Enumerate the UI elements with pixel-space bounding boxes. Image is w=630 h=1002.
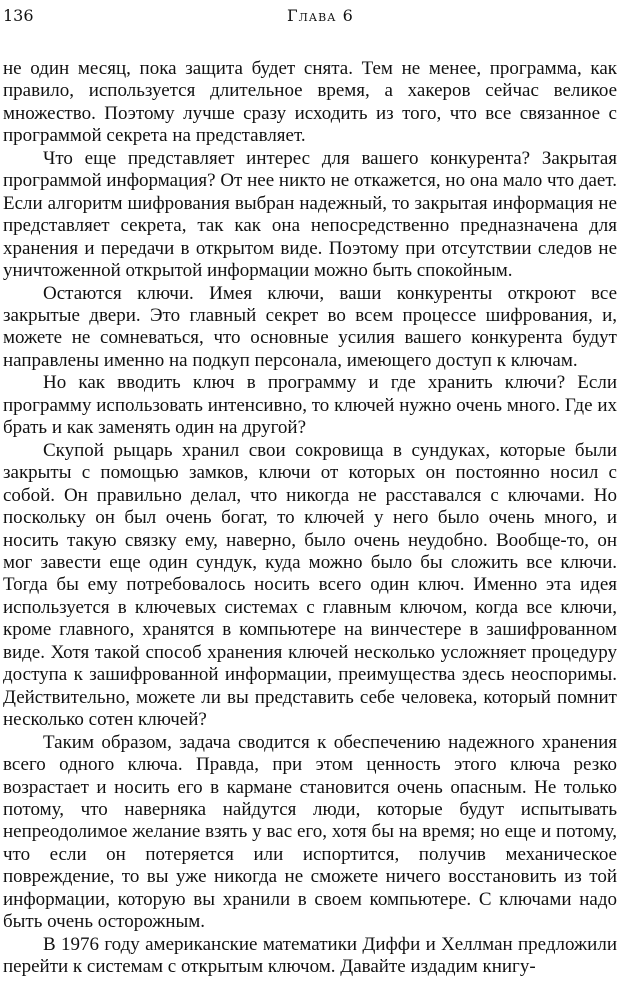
- paragraph: Остаются ключи. Имея ключи, ваши конкуренты откроют все закрытые двери. Это главный секрет во всем процессе шифрования, и, можете не сомневаться, что основные усилия вашего конкурента будут направлены именно на подкуп персонала, имеющего доступ к ключам.: [3, 282, 617, 371]
- body-text: [3, 58, 617, 979]
- paragraph: Но как вводить ключ в программу и где хранить ключи? Если программу использовать интенсивно, то ключей нужно очень много. Где их брать и как заменять один на другой?: [3, 372, 617, 439]
- paragraph: Таким образом, задача сводится к обеспечению надежного хранения всего одного ключа. Правда, при этом ценность этого ключа резко возрастает и носить его в кармане становится очень опасным. Не только потому, что наверняка найдутся люди, которые будут испытывать непреодолимое желание взять у вас его, хотя бы на время; но еще и потому, что если он потеряется или испортится, получив механическое повреждение, то вы уже никогда не сможете ничего восстановить из той информации, которую вы хранили в своем компьютере. С ключами надо быть очень осторожным.: [3, 731, 617, 933]
- chapter-title: Глава 6: [287, 6, 354, 25]
- paragraph-last: В 1976 году американские математики Диффи и Хеллман предложили перейти к системам с открытым ключом. Давайте издадим книгу-: [3, 933, 617, 978]
- page-header: [3, 2, 618, 28]
- paragraph: Скупой рыцарь хранил свои сокровища в сундуках, которые были закрыты с помощью замков, ключи от которых он постоянно носил с собой. Он правильно делал, что никогда не расставался с ключами. Но поскольку он был очень богат, то ключей у него было очень много, и носить такую связку ему, наверно, было очень неудобно. Вообще-то, он мог завести еще один сундук, куда можно было бы сложить все ключи. Тогда бы ему потребовалось носить всего один ключ. Именно эта идея используется в ключевых системах с главным ключом, когда все ключи, кроме главного, хранятся в компьютере на винчестере в зашифрованном виде. Хотя такой способ хранения ключей несколько усложняет процедуру доступа к зашифрованной информации, преимущества здесь неоспоримы. Действительно, можете ли вы представить себе человека, который помнит несколько сотен ключей?: [3, 439, 617, 731]
- paragraph-continued: не один месяц, пока защита будет снята. Тем не менее, программа, как правило, используется длительное время, а хакеров сейчас великое множество. Поэтому лучше сразу исходить из того, что все связанное с программой секрета на представляет.: [3, 58, 617, 147]
- page-number: 136: [3, 6, 34, 25]
- paragraph: Что еще представляет интерес для вашего конкурента? Закрытая программой информация? От нее никто не откажется, но она мало что дает. Если алгоритм шифрования выбран надежный, то закрытая информация не представляет секрета, так как она непосредственно предназначена для хранения и передачи в открытом виде. Поэтому при отсутствии следов не уничтоженной открытой информации можно быть спокойным.: [3, 147, 617, 282]
